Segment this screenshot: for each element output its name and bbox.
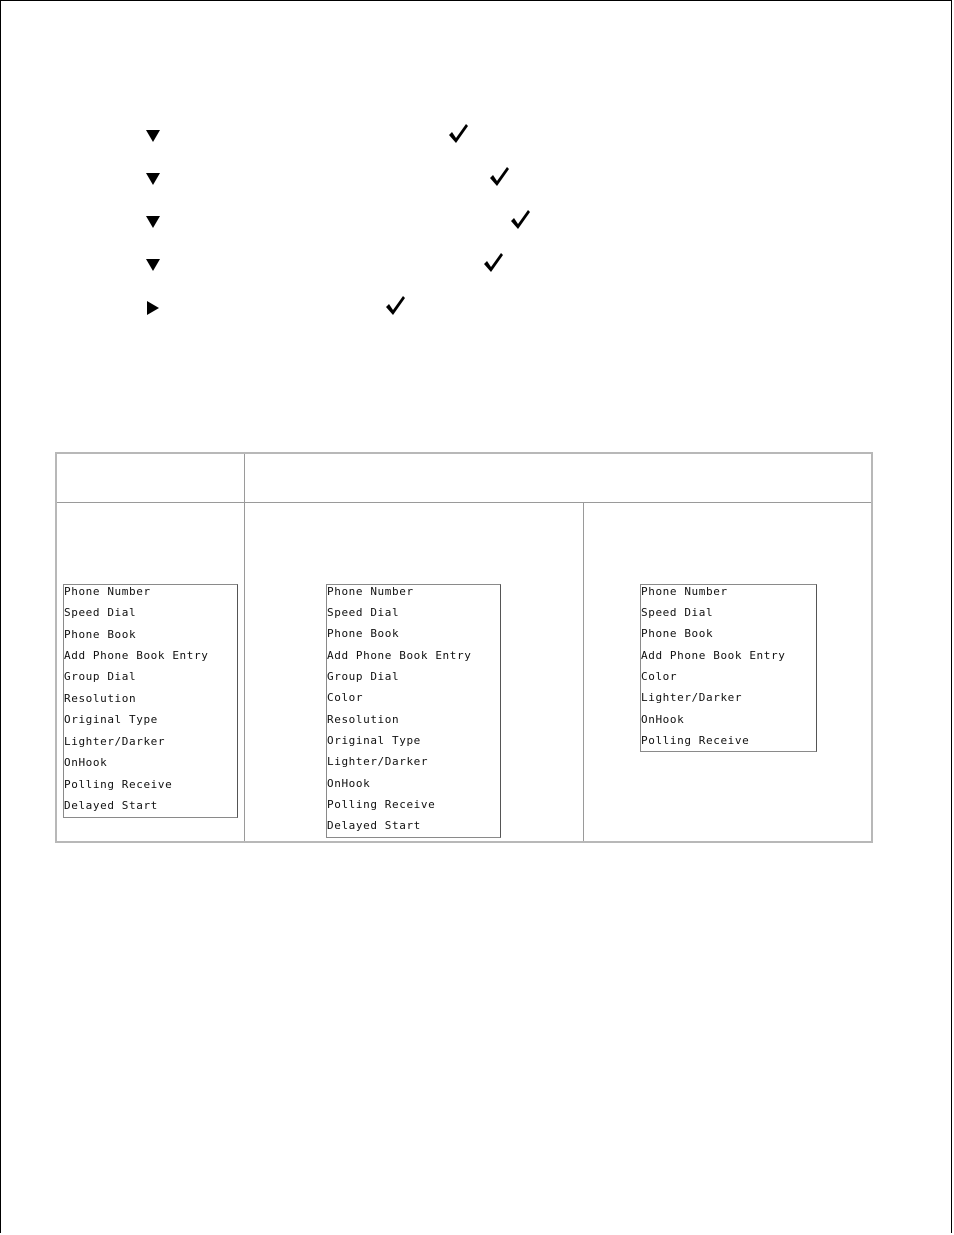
list-item: Phone Book: [64, 628, 137, 641]
list-item: Color: [327, 691, 364, 704]
menu-list-middle: [326, 584, 501, 838]
list-item: Phone Number: [64, 585, 151, 598]
list-item: Add Phone Book Entry: [64, 649, 209, 662]
list-item: Polling Receive: [327, 798, 436, 811]
list-item: Add Phone Book Entry: [327, 649, 472, 662]
list-item: Original Type: [327, 734, 421, 747]
list-item: Speed Dial: [327, 606, 400, 619]
list-item: Color: [641, 670, 678, 683]
list-item: Polling Receive: [641, 734, 750, 747]
list-item: Group Dial: [327, 670, 400, 683]
list-item: Phone Number: [641, 585, 728, 598]
list-item: Speed Dial: [641, 606, 714, 619]
list-item: Lighter/Darker: [327, 755, 429, 768]
table-column-divider: [583, 502, 584, 841]
down-triangle-icon: [145, 214, 161, 230]
step-row-4: [145, 257, 525, 277]
list-item: Delayed Start: [327, 819, 421, 832]
table-column-divider: [244, 454, 245, 841]
right-triangle-icon: [145, 300, 161, 316]
down-triangle-icon: [145, 171, 161, 187]
list-item: Group Dial: [64, 670, 137, 683]
list-item: Lighter/Darker: [64, 735, 166, 748]
step-row-3: [145, 214, 545, 234]
list-item: OnHook: [64, 756, 108, 769]
list-item: Original Type: [64, 713, 158, 726]
menu-comparison-table: [55, 452, 873, 843]
list-item: Polling Receive: [64, 778, 173, 791]
checkmark-icon: [384, 295, 406, 317]
list-item: Phone Book: [327, 627, 400, 640]
list-item: Add Phone Book Entry: [641, 649, 786, 662]
menu-list-right: [640, 584, 817, 752]
list-item: Phone Number: [327, 585, 414, 598]
checkmark-icon: [509, 209, 531, 231]
checkmark-icon: [482, 252, 504, 274]
step-row-5: [145, 300, 425, 320]
list-item: OnHook: [327, 777, 371, 790]
list-item: Phone Book: [641, 627, 714, 640]
step-row-2: [145, 171, 525, 191]
list-item: Resolution: [327, 713, 400, 726]
list-item: Lighter/Darker: [641, 691, 743, 704]
list-item: Resolution: [64, 692, 137, 705]
list-item: OnHook: [641, 713, 685, 726]
list-item: Speed Dial: [64, 606, 137, 619]
checkmark-icon: [488, 166, 510, 188]
menu-list-left: [63, 584, 238, 818]
table-header-divider: [57, 502, 871, 503]
down-triangle-icon: [145, 257, 161, 273]
list-item: Delayed Start: [64, 799, 158, 812]
checkmark-icon: [447, 123, 469, 145]
down-triangle-icon: [145, 128, 161, 144]
step-row-1: [145, 128, 485, 148]
